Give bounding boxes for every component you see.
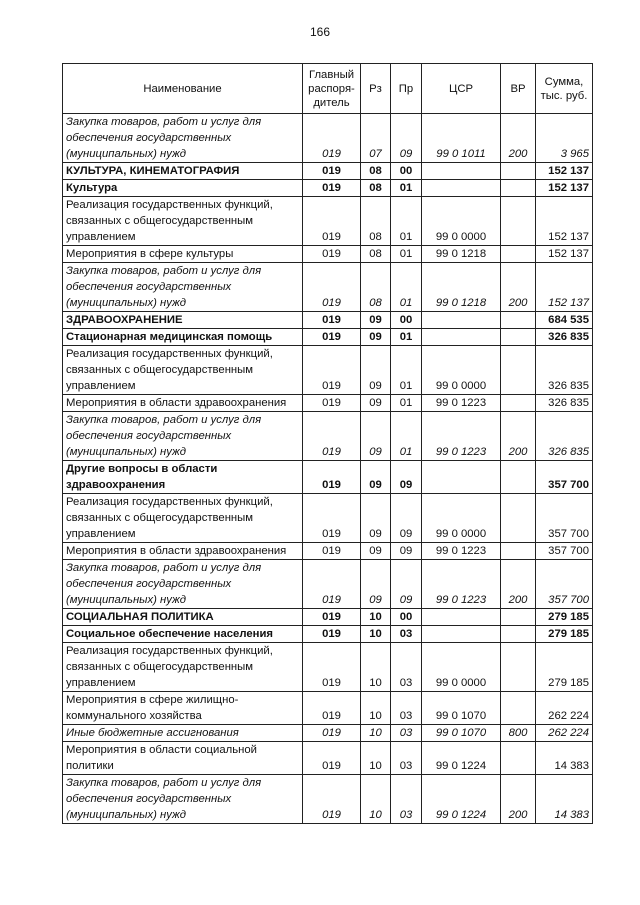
cell-sum: 14 383	[536, 775, 593, 824]
header-vr: ВР	[501, 64, 536, 114]
cell-csr: 99 0 0000	[422, 197, 501, 246]
table-header-row	[63, 64, 593, 114]
cell-pr: 01	[391, 197, 422, 246]
cell-vr	[501, 643, 536, 692]
cell-rz: 08	[361, 163, 391, 180]
table-row	[63, 246, 593, 263]
cell-pr: 01	[391, 329, 422, 346]
cell-rz: 10	[361, 742, 391, 775]
cell-pr: 03	[391, 725, 422, 742]
cell-rz: 10	[361, 609, 391, 626]
cell-name: Реализация государственных функций, связанных с общегосударственным управлением	[63, 197, 303, 246]
cell-pr: 03	[391, 626, 422, 643]
cell-rz: 08	[361, 180, 391, 197]
table-row	[63, 742, 593, 775]
cell-csr: 99 0 1224	[422, 775, 501, 824]
cell-org: 019	[303, 494, 361, 543]
cell-rz: 10	[361, 775, 391, 824]
table-row	[63, 461, 593, 494]
cell-sum: 326 835	[536, 329, 593, 346]
table-body	[63, 114, 593, 824]
cell-name: ЗДРАВООХРАНЕНИЕ	[63, 312, 303, 329]
cell-org: 019	[303, 609, 361, 626]
cell-vr	[501, 163, 536, 180]
table-row	[63, 329, 593, 346]
cell-rz: 09	[361, 329, 391, 346]
cell-pr: 01	[391, 263, 422, 312]
cell-csr	[422, 180, 501, 197]
cell-name: Реализация государственных функций, связанных с общегосударственным управлением	[63, 643, 303, 692]
cell-sum: 326 835	[536, 395, 593, 412]
cell-vr	[501, 180, 536, 197]
cell-sum: 357 700	[536, 461, 593, 494]
header-rz: Рз	[361, 64, 391, 114]
cell-name: Мероприятия в области здравоохранения	[63, 543, 303, 560]
cell-org: 019	[303, 725, 361, 742]
cell-csr	[422, 329, 501, 346]
cell-org: 019	[303, 742, 361, 775]
budget-table	[62, 63, 593, 824]
cell-rz: 10	[361, 692, 391, 725]
cell-org: 019	[303, 346, 361, 395]
cell-vr	[501, 197, 536, 246]
cell-vr	[501, 609, 536, 626]
cell-vr	[501, 543, 536, 560]
cell-org: 019	[303, 692, 361, 725]
cell-vr: 800	[501, 725, 536, 742]
cell-vr: 200	[501, 263, 536, 312]
header-pr: Пр	[391, 64, 422, 114]
cell-name: Реализация государственных функций, связанных с общегосударственным управлением	[63, 346, 303, 395]
cell-sum: 152 137	[536, 263, 593, 312]
table-row	[63, 395, 593, 412]
cell-org: 019	[303, 626, 361, 643]
cell-csr: 99 0 1223	[422, 560, 501, 609]
cell-vr	[501, 461, 536, 494]
cell-csr: 99 0 1224	[422, 742, 501, 775]
cell-name: Культура	[63, 180, 303, 197]
cell-vr: 200	[501, 114, 536, 163]
cell-vr	[501, 346, 536, 395]
table-row	[63, 543, 593, 560]
cell-csr	[422, 163, 501, 180]
header-csr: ЦСР	[422, 64, 501, 114]
cell-sum: 357 700	[536, 494, 593, 543]
cell-sum: 152 137	[536, 163, 593, 180]
cell-org: 019	[303, 395, 361, 412]
cell-pr: 03	[391, 775, 422, 824]
cell-vr	[501, 692, 536, 725]
cell-sum: 279 185	[536, 626, 593, 643]
cell-rz: 09	[361, 412, 391, 461]
cell-org: 019	[303, 163, 361, 180]
cell-pr: 01	[391, 395, 422, 412]
cell-rz: 07	[361, 114, 391, 163]
cell-pr: 01	[391, 346, 422, 395]
cell-rz: 08	[361, 197, 391, 246]
cell-rz: 09	[361, 560, 391, 609]
cell-rz: 08	[361, 263, 391, 312]
cell-vr: 200	[501, 412, 536, 461]
cell-sum: 326 835	[536, 346, 593, 395]
cell-rz: 10	[361, 626, 391, 643]
cell-csr: 99 0 0000	[422, 346, 501, 395]
cell-rz: 09	[361, 543, 391, 560]
table-row	[63, 725, 593, 742]
cell-csr: 99 0 0000	[422, 643, 501, 692]
cell-rz: 09	[361, 395, 391, 412]
cell-pr: 03	[391, 643, 422, 692]
cell-csr: 99 0 1070	[422, 725, 501, 742]
cell-vr	[501, 626, 536, 643]
cell-pr: 00	[391, 312, 422, 329]
table-row	[63, 263, 593, 312]
table-row	[63, 163, 593, 180]
cell-org: 019	[303, 775, 361, 824]
cell-csr: 99 0 1218	[422, 246, 501, 263]
cell-sum: 152 137	[536, 180, 593, 197]
cell-vr	[501, 329, 536, 346]
cell-sum: 279 185	[536, 643, 593, 692]
cell-pr: 03	[391, 742, 422, 775]
cell-rz: 10	[361, 643, 391, 692]
cell-name: Другие вопросы в области здравоохранения	[63, 461, 303, 494]
cell-sum: 357 700	[536, 543, 593, 560]
cell-sum: 14 383	[536, 742, 593, 775]
cell-name: СОЦИАЛЬНАЯ ПОЛИТИКА	[63, 609, 303, 626]
cell-csr: 99 0 1218	[422, 263, 501, 312]
cell-name: Мероприятия в области здравоохранения	[63, 395, 303, 412]
table-row	[63, 114, 593, 163]
cell-vr	[501, 494, 536, 543]
cell-pr: 01	[391, 246, 422, 263]
cell-sum: 262 224	[536, 692, 593, 725]
cell-pr: 09	[391, 114, 422, 163]
cell-org: 019	[303, 412, 361, 461]
cell-csr	[422, 626, 501, 643]
cell-csr	[422, 461, 501, 494]
cell-name: Закупка товаров, работ и услуг для обеспечения государственных (муниципальных) нужд	[63, 263, 303, 312]
table-row	[63, 197, 593, 246]
cell-rz: 08	[361, 246, 391, 263]
cell-sum: 684 535	[536, 312, 593, 329]
cell-rz: 09	[361, 461, 391, 494]
table-row	[63, 346, 593, 395]
cell-csr	[422, 312, 501, 329]
cell-name: Мероприятия в сфере культуры	[63, 246, 303, 263]
cell-name: Закупка товаров, работ и услуг для обеспечения государственных (муниципальных) нужд	[63, 412, 303, 461]
cell-org: 019	[303, 560, 361, 609]
cell-rz: 09	[361, 346, 391, 395]
cell-name: Стационарная медицинская помощь	[63, 329, 303, 346]
cell-org: 019	[303, 329, 361, 346]
cell-pr: 01	[391, 180, 422, 197]
cell-sum: 357 700	[536, 560, 593, 609]
cell-pr: 09	[391, 461, 422, 494]
page-number: 166	[309, 25, 331, 39]
cell-sum: 152 137	[536, 197, 593, 246]
cell-name: Мероприятия в сфере жилищно-коммунального хозяйства	[63, 692, 303, 725]
cell-pr: 09	[391, 543, 422, 560]
cell-name: Закупка товаров, работ и услуг для обеспечения государственных (муниципальных) нужд	[63, 775, 303, 824]
cell-org: 019	[303, 461, 361, 494]
cell-vr: 200	[501, 560, 536, 609]
cell-org: 019	[303, 543, 361, 560]
cell-pr: 03	[391, 692, 422, 725]
cell-name: Реализация государственных функций, связанных с общегосударственным управлением	[63, 494, 303, 543]
cell-sum: 326 835	[536, 412, 593, 461]
cell-pr: 09	[391, 560, 422, 609]
cell-name: Иные бюджетные ассигнования	[63, 725, 303, 742]
cell-org: 019	[303, 114, 361, 163]
table-row	[63, 626, 593, 643]
cell-csr: 99 0 1011	[422, 114, 501, 163]
cell-name: Закупка товаров, работ и услуг для обеспечения государственных (муниципальных) нужд	[63, 114, 303, 163]
cell-pr: 01	[391, 412, 422, 461]
cell-org: 019	[303, 246, 361, 263]
header-name: Наименование	[63, 64, 303, 114]
table-row	[63, 494, 593, 543]
cell-csr: 99 0 1223	[422, 543, 501, 560]
cell-pr: 00	[391, 609, 422, 626]
cell-csr: 99 0 1223	[422, 412, 501, 461]
header-sum: Сумма, тыс. руб.	[536, 64, 593, 114]
cell-org: 019	[303, 180, 361, 197]
cell-name: Закупка товаров, работ и услуг для обеспечения государственных (муниципальных) нужд	[63, 560, 303, 609]
table-row	[63, 775, 593, 824]
cell-vr: 200	[501, 775, 536, 824]
cell-vr	[501, 312, 536, 329]
table-row	[63, 312, 593, 329]
cell-sum: 262 224	[536, 725, 593, 742]
table-row	[63, 560, 593, 609]
table-row	[63, 692, 593, 725]
cell-vr	[501, 395, 536, 412]
cell-name: Социальное обеспечение населения	[63, 626, 303, 643]
cell-org: 019	[303, 197, 361, 246]
table-row	[63, 609, 593, 626]
cell-csr: 99 0 1223	[422, 395, 501, 412]
cell-org: 019	[303, 263, 361, 312]
cell-rz: 10	[361, 725, 391, 742]
cell-sum: 279 185	[536, 609, 593, 626]
cell-sum: 152 137	[536, 246, 593, 263]
cell-pr: 00	[391, 163, 422, 180]
cell-vr	[501, 246, 536, 263]
cell-sum: 3 965	[536, 114, 593, 163]
cell-rz: 09	[361, 494, 391, 543]
cell-org: 019	[303, 643, 361, 692]
table-row	[63, 180, 593, 197]
cell-csr: 99 0 0000	[422, 494, 501, 543]
cell-csr	[422, 609, 501, 626]
cell-name: Мероприятия в области социальной политики	[63, 742, 303, 775]
table-row	[63, 412, 593, 461]
table-row	[63, 643, 593, 692]
cell-pr: 09	[391, 494, 422, 543]
cell-org: 019	[303, 312, 361, 329]
cell-csr: 99 0 1070	[422, 692, 501, 725]
cell-name: КУЛЬТУРА, КИНЕМАТОГРАФИЯ	[63, 163, 303, 180]
cell-rz: 09	[361, 312, 391, 329]
header-org: Главный распоря-дитель	[303, 64, 361, 114]
cell-vr	[501, 742, 536, 775]
